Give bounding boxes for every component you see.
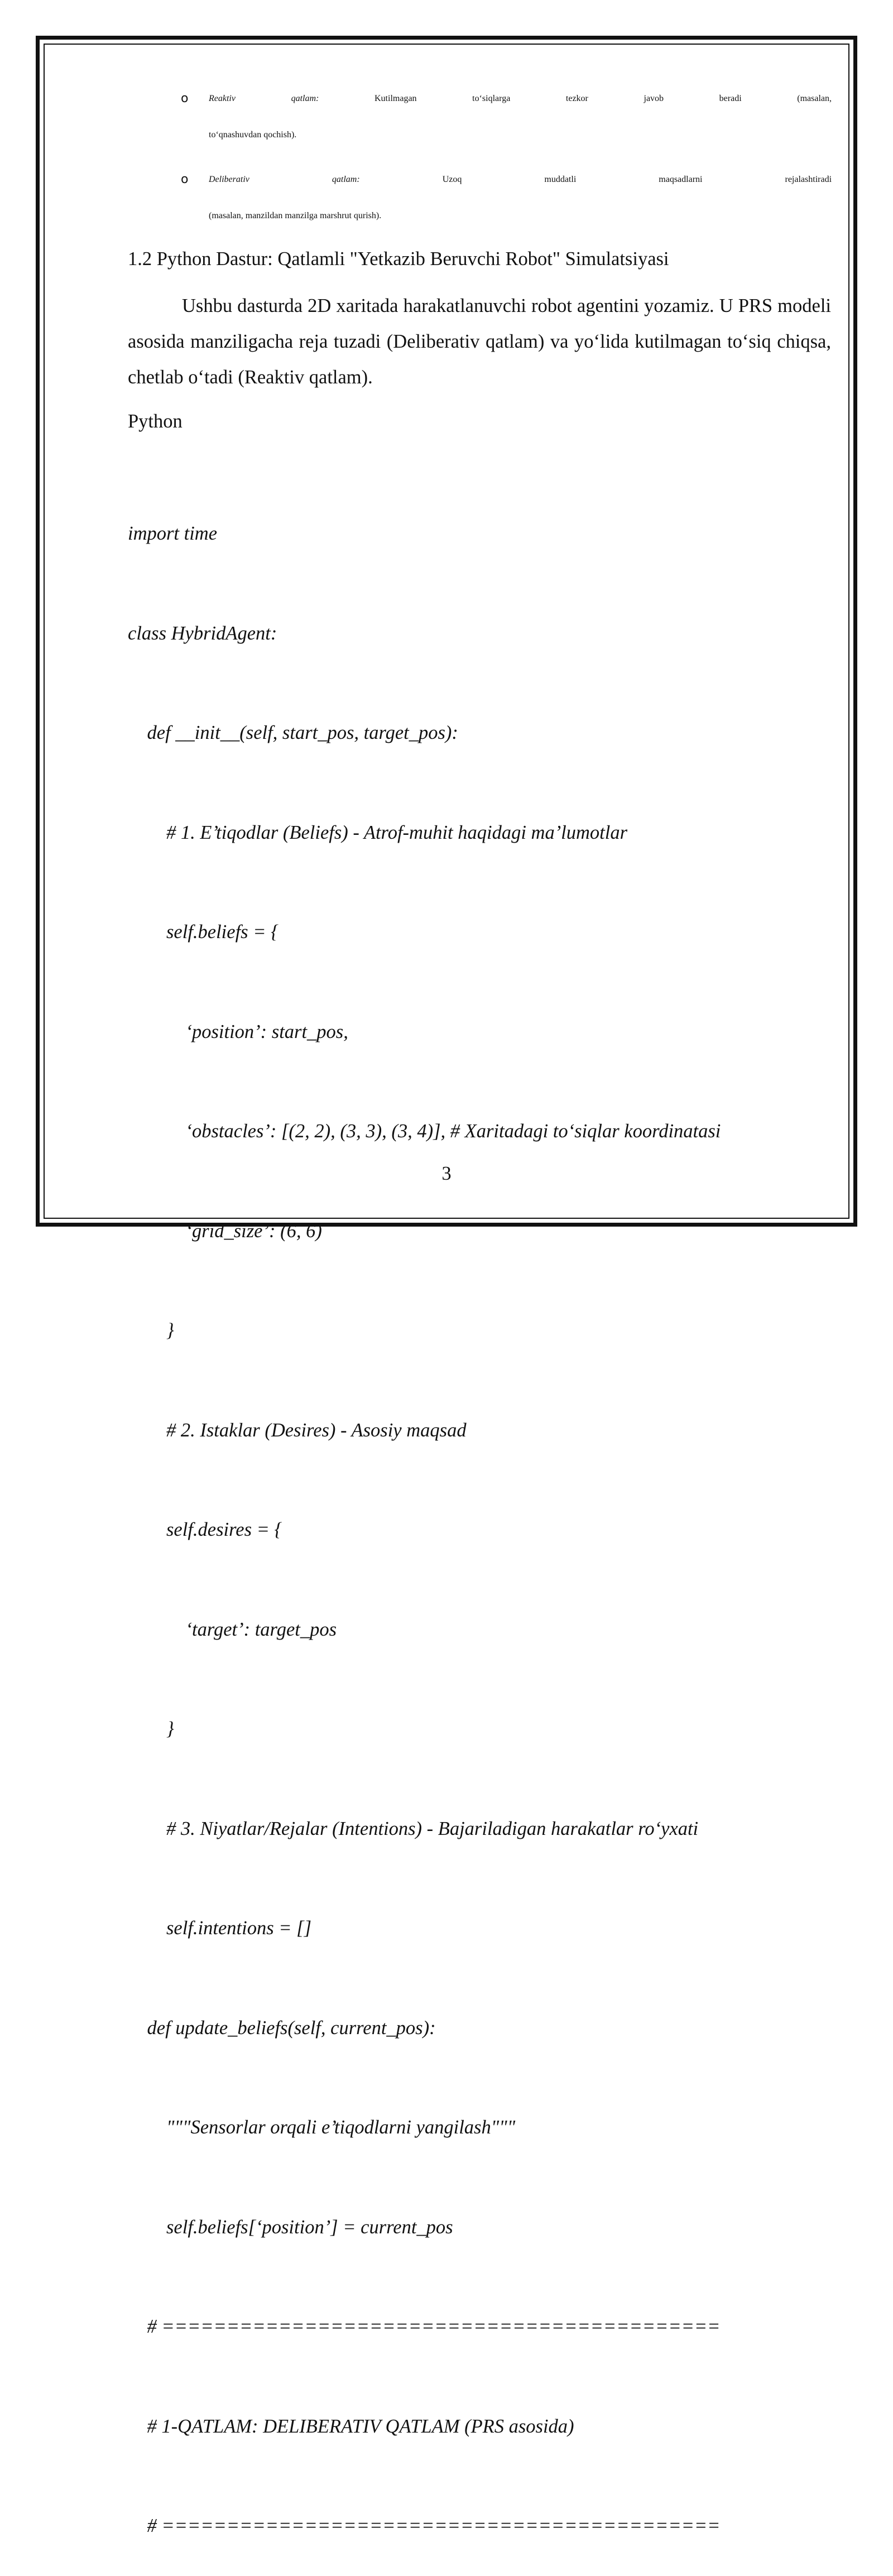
code-line: self.intentions = [] [128, 1917, 311, 1939]
bullet-text: Kutilmagan to‘siqlarga tezkor javob beradi (masalan, [375, 94, 832, 103]
bullet-line-1 [209, 80, 832, 117]
bullet-item-reaktiv [181, 80, 832, 153]
code-line: def update_beliefs(self, current_pos): [128, 2017, 436, 2039]
code-line: class HybridAgent: [128, 622, 277, 644]
bullet-line-1 [209, 161, 832, 198]
code-line: } [128, 1320, 174, 1341]
code-line: def __init__(self, start_pos, target_pos): [128, 722, 458, 743]
bullet-line-2: (masalan, manzildan manzilga marshrut qurish). [209, 211, 382, 220]
code-block [128, 451, 721, 2576]
bullet-item-deliberativ [181, 161, 832, 234]
code-line: import time [128, 523, 218, 544]
code-language-label: Python [128, 411, 183, 432]
code-line: ‘obstacles’: [(2, 2), (3, 3), (3, 4)], # Xaritadagi to‘siqlar koordinatasi [128, 1121, 721, 1142]
code-line: # 2. Istaklar (Desires) - Asosiy maqsad [128, 1419, 467, 1441]
page-number: 3 [441, 1163, 452, 1184]
code-line: """Sensorlar orqali e’tiqodlarni yangilash""" [128, 2117, 516, 2138]
code-line: # =========================================== [128, 2515, 721, 2536]
paragraph-text: Ushbu dasturda 2D xaritada harakatlanuvchi robot agentini yozamiz. U PRS modeli asosida manziligacha reja tuzadi (Deliberativ qatlam) va yo‘lida kutilmagan to‘siq chiqsa, chetlab o‘tadi (Reaktiv qatlam). [128, 295, 831, 388]
bullet-marker: o [181, 172, 189, 186]
code-line: } [128, 1718, 174, 1739]
bullet-term: Deliberativ qatlam: [209, 175, 360, 184]
section-heading: 1.2 Python Dastur: Qatlamli "Yetkazib Beruvchi Robot" Simulatsiyasi [128, 248, 669, 270]
bullet-marker: o [181, 92, 189, 105]
body-paragraph [128, 288, 831, 395]
code-line: ‘grid_size’: (6, 6) [128, 1220, 322, 1242]
code-line: self.beliefs = { [128, 921, 279, 943]
bullet-line-2: to‘qnashuvdan qochish). [209, 130, 297, 140]
bullet-text: Uzoq muddatli maqsadlarni rejalashtiradi [442, 175, 832, 184]
code-line: # 1-QATLAM: DELIBERATIV QATLAM (PRS asosida) [128, 2415, 574, 2437]
bullet-term: Reaktiv qatlam: [209, 94, 319, 103]
code-line: # 3. Niyatlar/Rejalar (Intentions) - Bajariladigan harakatlar ro‘yxati [128, 1818, 699, 1839]
code-line: # =========================================== [128, 2316, 721, 2337]
code-line: self.desires = { [128, 1519, 282, 1540]
code-line: ‘target’: target_pos [128, 1618, 337, 1640]
code-line: ‘position’: start_pos, [128, 1021, 348, 1042]
code-line: self.beliefs[‘position’] = current_pos [128, 2216, 453, 2238]
code-line: # 1. E’tiqodlar (Beliefs) - Atrof-muhit haqidagi ma’lumotlar [128, 821, 628, 843]
